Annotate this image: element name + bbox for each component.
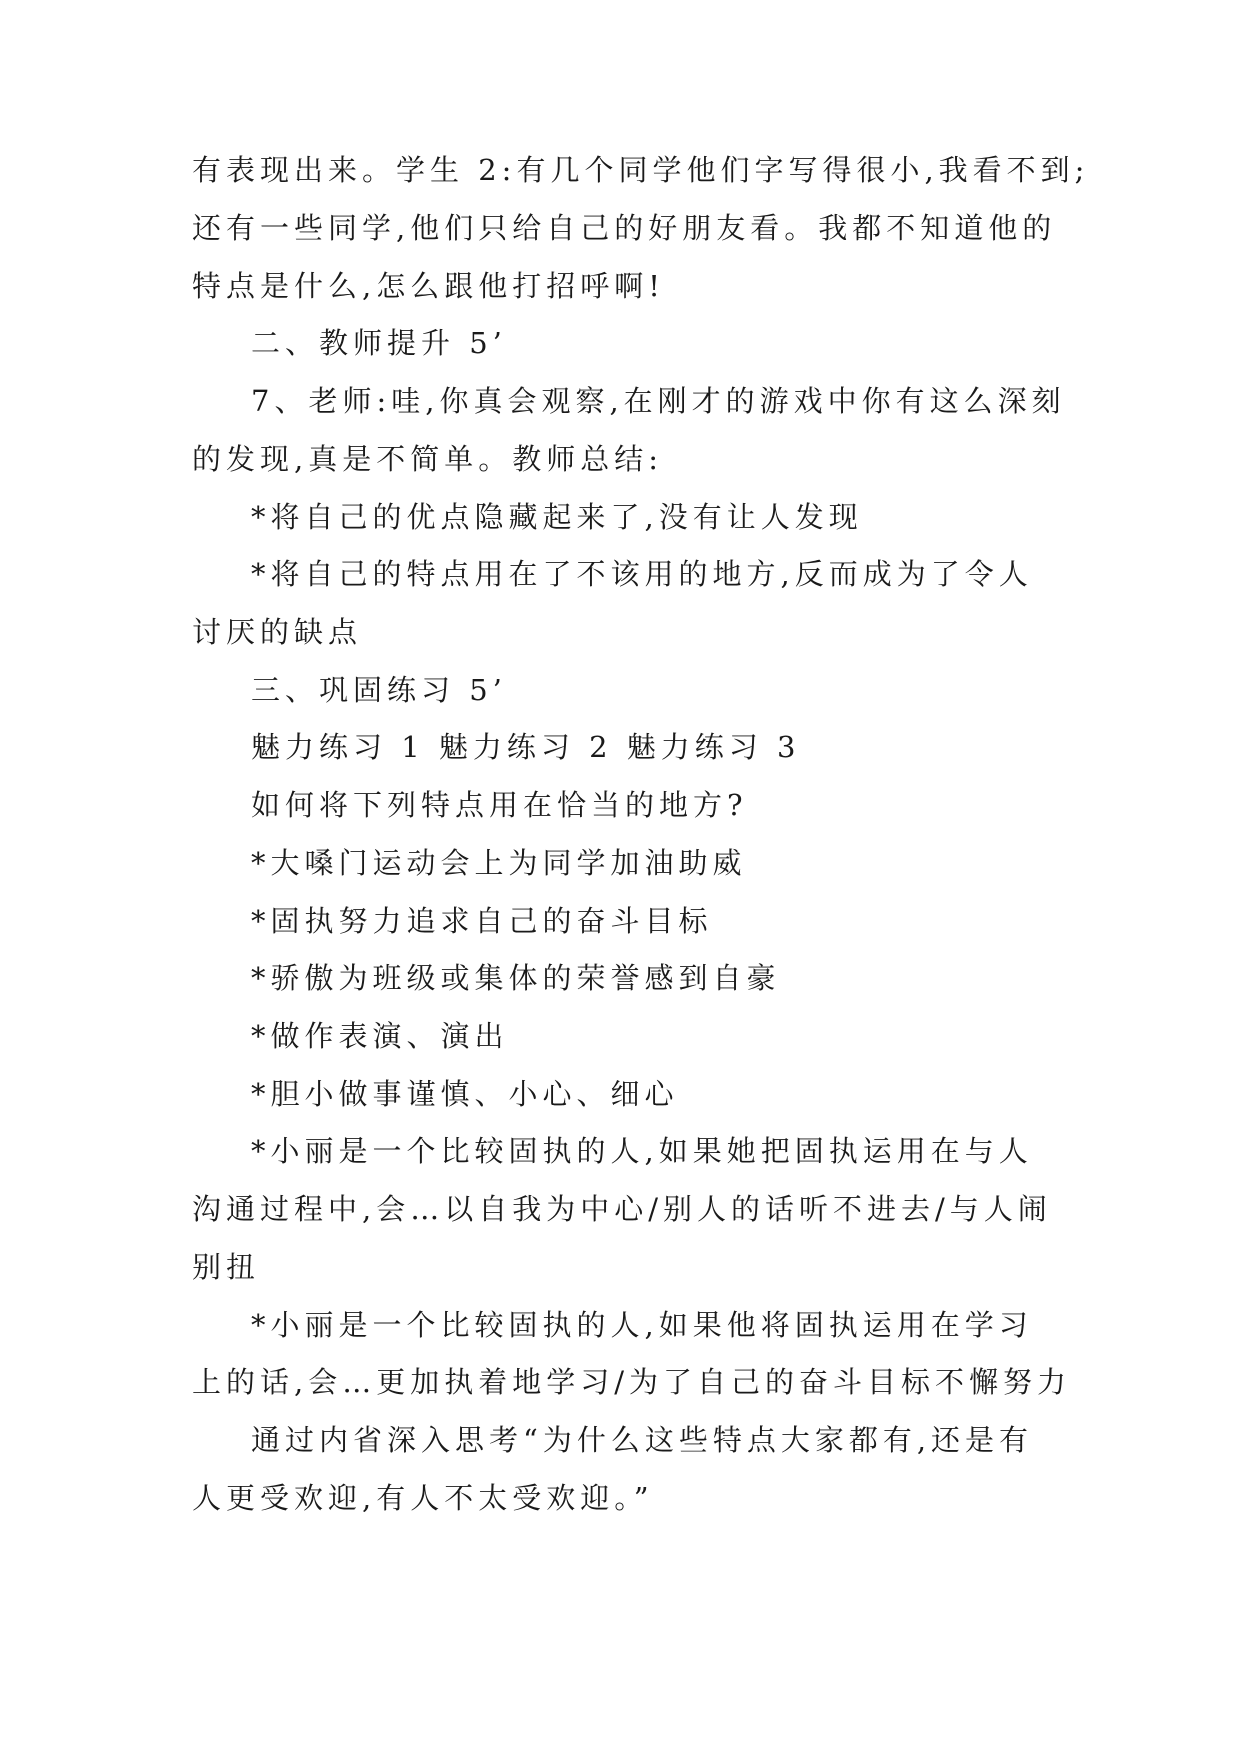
text-line: 7、老师:哇,你真会观察,在刚才的游戏中你有这么深刻 — [251, 384, 1066, 418]
text-line: 人更受欢迎,有人不太受欢迎。” — [192, 1481, 654, 1515]
bullet-item: *小丽是一个比较固执的人,如果他将固执运用在学习 — [251, 1308, 1033, 1342]
text-line: 有表现出来。学生 2:有几个同学他们字写得很小,我看不到; — [192, 153, 1090, 187]
text-line: 还有一些同学,他们只给自己的好朋友看。我都不知道他的 — [192, 211, 1057, 245]
text-line: 通过内省深入思考“为什么这些特点大家都有,还是有 — [251, 1423, 1034, 1457]
text-line: 魅力练习 1 魅力练习 2 魅力练习 3 — [251, 730, 801, 764]
bullet-item: *将自己的优点隐藏起来了,没有让人发现 — [251, 500, 863, 534]
bullet-item: *将自己的特点用在了不该用的地方,反而成为了令人 — [251, 557, 1033, 591]
section-heading: 三、巩固练习 5’ — [251, 673, 507, 707]
text-line: 讨厌的缺点 — [192, 615, 363, 649]
text-line: 别扭 — [192, 1250, 261, 1284]
text-line: 特点是什么,怎么跟他打招呼啊! — [192, 269, 665, 303]
bullet-item: *骄傲为班级或集体的荣誉感到自豪 — [251, 961, 781, 995]
bullet-item: *固执努力追求自己的奋斗目标 — [251, 904, 713, 938]
section-heading: 二、教师提升 5’ — [251, 326, 507, 360]
bullet-item: *胆小做事谨慎、小心、细心 — [251, 1077, 679, 1111]
bullet-item: *做作表演、演出 — [251, 1019, 509, 1053]
bullet-item: *大嗓门运动会上为同学加油助威 — [251, 846, 747, 880]
text-line: 上的话,会…更加执着地学习/为了自己的奋斗目标不懈努力 — [192, 1365, 1071, 1399]
bullet-item: *小丽是一个比较固执的人,如果她把固执运用在与人 — [251, 1134, 1033, 1168]
text-line: 的发现,真是不简单。教师总结: — [192, 442, 663, 476]
text-line: 沟通过程中,会…以自我为中心/别人的话听不进去/与人闹 — [192, 1192, 1052, 1226]
text-line: 如何将下列特点用在恰当的地方? — [251, 788, 748, 822]
